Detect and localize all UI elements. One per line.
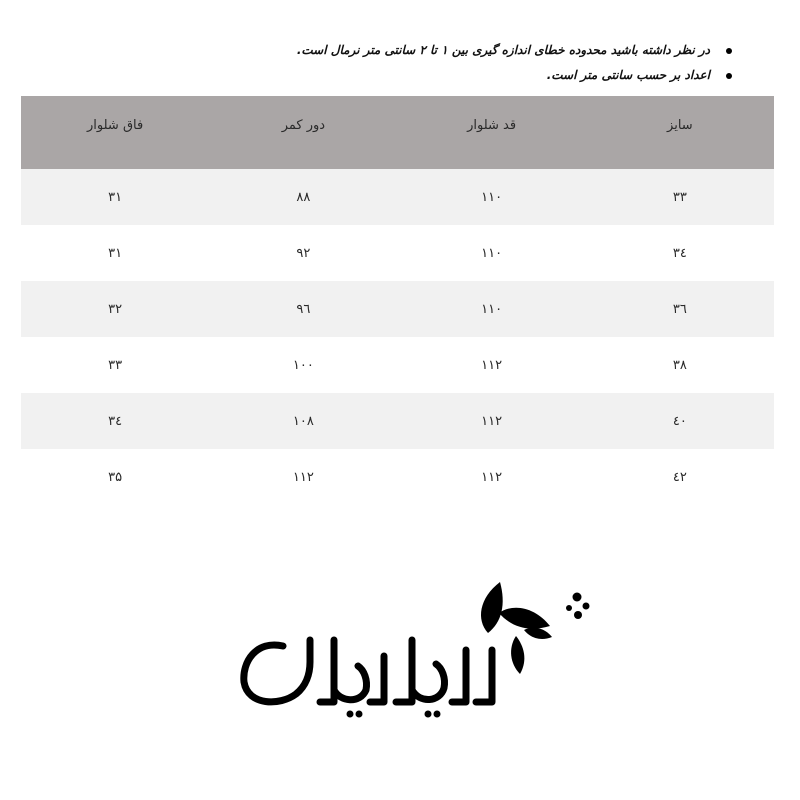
note-text: در نظر داشته باشید محدوده خطای اندازه گیری بین ۱ تا ۲ سانتی متر نرمال است. <box>296 43 710 57</box>
notes-list <box>32 38 732 88</box>
cell-waist: ۹٦ <box>209 281 397 337</box>
cell-rise: ۳۱ <box>21 169 209 225</box>
logo-wordmark <box>244 640 492 702</box>
header-size: سایز <box>586 96 774 169</box>
table-row <box>21 169 774 225</box>
cell-size: ۳٤ <box>672 245 687 261</box>
cell-size: ٤۲ <box>672 469 687 485</box>
bullet-icon <box>726 48 732 54</box>
note-item <box>32 38 732 63</box>
cell-waist: ۱۱۲ <box>292 469 314 485</box>
cell-waist: ۱۰۸ <box>209 393 397 449</box>
size-table <box>21 96 774 505</box>
table-row <box>21 281 774 337</box>
cell-size: ۳۳ <box>586 169 774 225</box>
note-item <box>32 63 732 88</box>
cell-waist: ۸۸ <box>209 169 397 225</box>
cell-rise: ۳٤ <box>21 393 209 449</box>
header-rise: فاق شلوار <box>21 96 209 169</box>
cell-rise: ۳۵ <box>108 469 123 485</box>
table-header-row <box>21 96 774 169</box>
logo-dots <box>347 711 441 718</box>
cell-pants-length: ۱۱۰ <box>481 245 503 261</box>
cell-rise: ۳۲ <box>21 281 209 337</box>
cell-pants-length: ۱۱۰ <box>398 169 586 225</box>
header-pants-length: قد شلوار <box>398 96 586 169</box>
cell-size: ٤۰ <box>586 393 774 449</box>
cell-pants-length: ۱۱۲ <box>398 393 586 449</box>
brand-logo <box>230 570 600 720</box>
cell-waist: ۹۲ <box>296 245 311 261</box>
table-row <box>21 225 774 281</box>
table-row <box>21 337 774 393</box>
cell-rise: ۳۳ <box>108 357 123 373</box>
cell-pants-length: ۱۱۲ <box>481 357 503 373</box>
table-row <box>21 393 774 449</box>
bullet-icon <box>726 73 732 79</box>
cell-pants-length: ۱۱۰ <box>398 281 586 337</box>
cell-pants-length: ۱۱۲ <box>481 469 503 485</box>
note-text: اعداد بر حسب سانتی متر است. <box>546 68 710 82</box>
cell-waist: ۱۰۰ <box>292 357 314 373</box>
leaf-icon <box>481 582 590 674</box>
cell-size: ۳٦ <box>586 281 774 337</box>
logo-graphic <box>230 570 600 720</box>
table-row <box>21 449 774 505</box>
cell-rise: ۳۱ <box>108 245 123 261</box>
header-waist: دور کمر <box>209 96 397 169</box>
cell-size: ۳۸ <box>672 357 687 373</box>
